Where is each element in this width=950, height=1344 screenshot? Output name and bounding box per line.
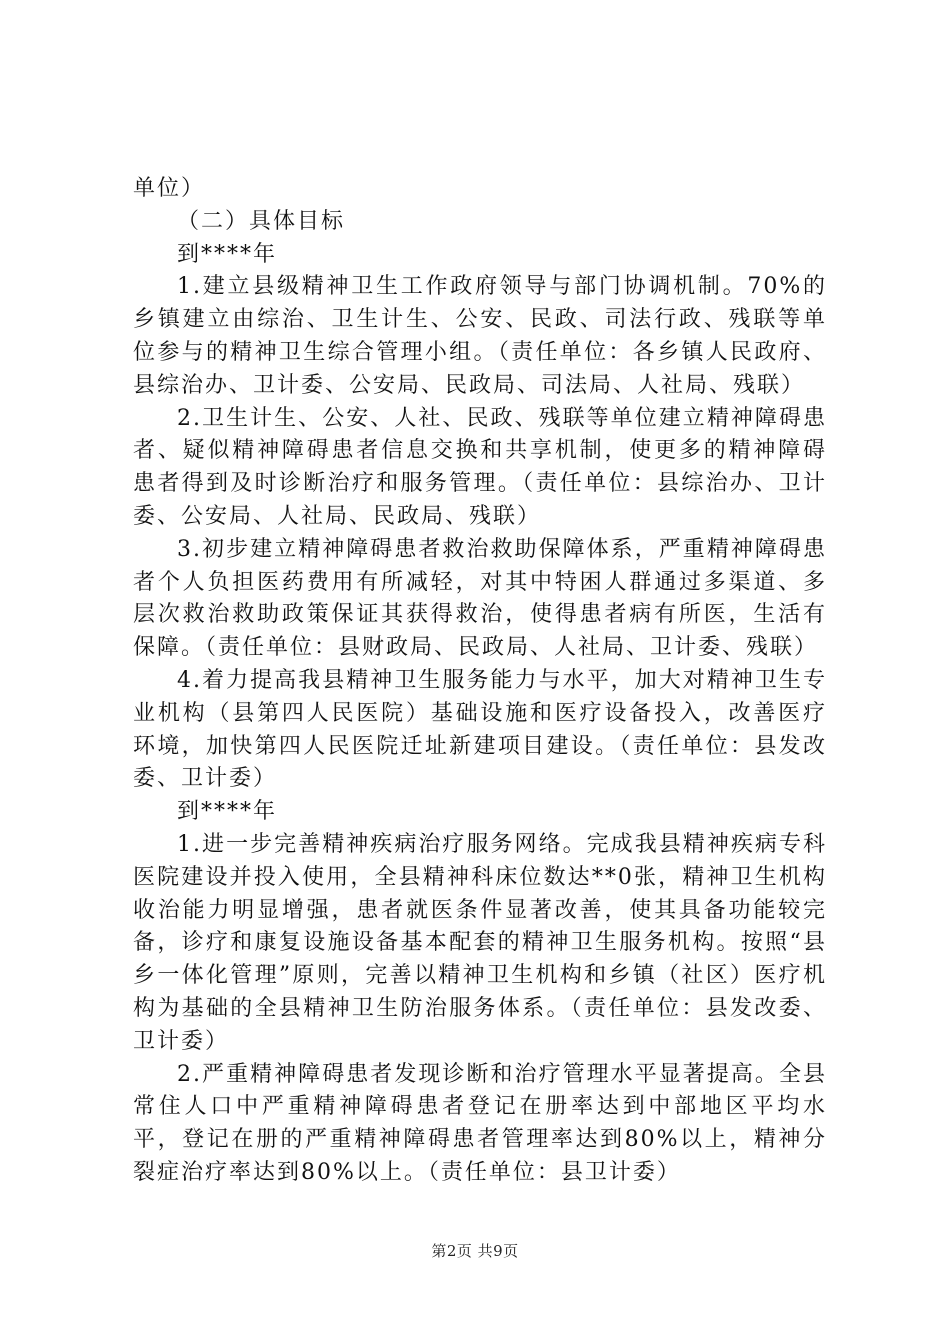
paragraph: 1.建立县级精神卫生工作政府领导与部门协调机制。70%的乡镇建立由综治、卫生计生、公安、民政、司法行政、残联等单位参与的精神卫生综合管理小组。（责任单位：各乡镇人民政府、县综治办、卫计委、公安局、民政局、司法局、人社局、残联） bbox=[133, 274, 827, 398]
paragraph: 单位） bbox=[133, 176, 206, 201]
paragraph: 3.初步建立精神障碍患者救治救助保障体系，严重精神障碍患者个人负担医药费用有所减轻，对其中特困人群通过多渠道、多层次救治救助政策保证其获得救治，使得患者病有所医，生活有保障。（责任单位：县财政局、民政局、人社局、卫计委、残联） bbox=[133, 536, 827, 661]
paragraph: 2.严重精神障碍患者发现诊断和治疗管理水平显著提高。全县常住人口中严重精神障碍患者登记在册率达到中部地区平均水平，登记在册的严重精神障碍患者管理率达到80%以上，精神分裂症治疗率达到80%以上。（责任单位：县卫计委） bbox=[133, 1061, 827, 1185]
section-heading: （二）具体目标 bbox=[177, 208, 346, 234]
paragraph: 1.进一步完善精神疾病治疗服务网络。完成我县精神疾病专科医院建设并投入使用，全县精神科床位数达**0张，精神卫生机构收治能力明显增强，患者就医条件显著改善，使其具备功能较完备，诊疗和康复设施设备基本配套的精神卫生服务机构。按照“县乡一体化管理”原则，完善以精神卫生机构和乡镇（社区）医疗机构为基础的全县精神卫生防治服务体系。（责任单位：县发改委、卫计委） bbox=[133, 831, 827, 1054]
document-body bbox=[133, 173, 827, 1190]
year-heading: 到****年 bbox=[177, 799, 278, 825]
year-heading: 到****年 bbox=[177, 241, 278, 267]
paragraph: 2.卫生计生、公安、人社、民政、残联等单位建立精神障碍患者、疑似精神障碍患者信息交换和共享机制，使更多的精神障碍患者得到及时诊断治疗和服务管理。（责任单位：县综治办、卫计委、公安局、人社局、民政局、残联） bbox=[133, 405, 827, 529]
paragraph: 4.着力提高我县精神卫生服务能力与水平，加大对精神卫生专业机构（县第四人民医院）基础设施和医疗设备投入，改善医疗环境，加快第四人民医院迁址新建项目建设。（责任单位：县发改委、卫计委） bbox=[133, 667, 827, 792]
page-footer: 第2页 共9页 bbox=[431, 1242, 519, 1260]
